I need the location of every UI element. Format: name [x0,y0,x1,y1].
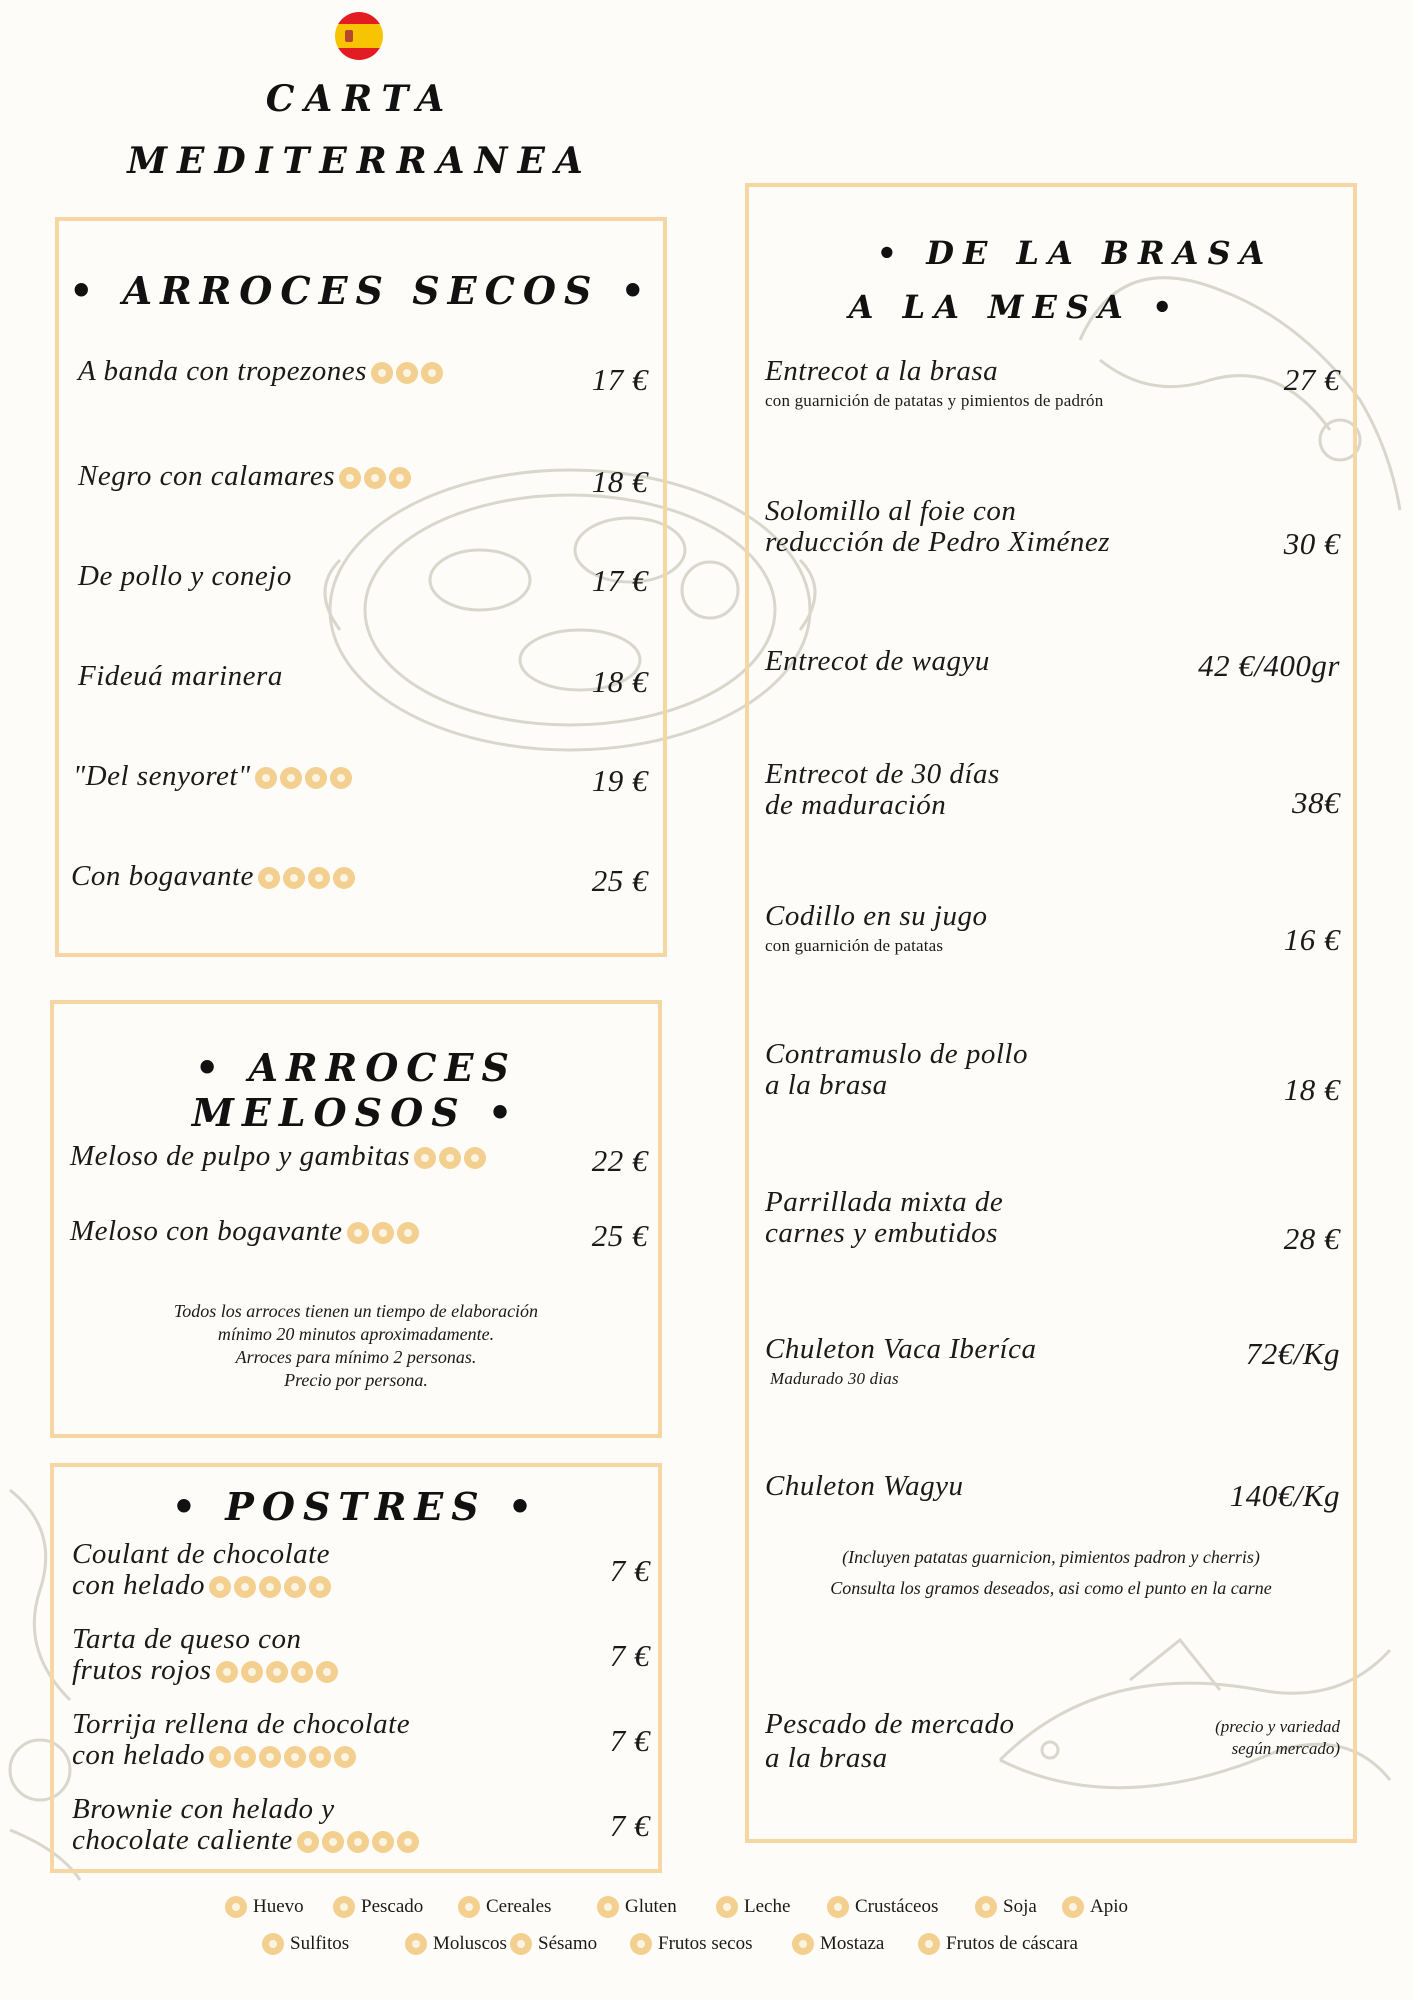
meloso-item-name: Meloso de pulpo y gambitas [70,1140,486,1172]
allergen-icons [414,1147,486,1169]
allergen-icon [258,867,280,889]
legend-label: Frutos de cáscara [946,1933,1078,1954]
grill-item-line1: Parrillada mixta de [765,1186,1004,1218]
dessert-name-line2: chocolate caliente [72,1824,419,1856]
legend-item [827,1896,938,1918]
allergen-icon [347,1831,369,1853]
meloso-item-price: 25 € [591,1218,648,1253]
allergen-icons [371,362,443,384]
grill-item-line2: a la brasa [765,1069,888,1101]
allergen-icon [305,767,327,789]
allergen-icon [458,1896,480,1918]
grill-item-price: 42 €/400gr [1198,648,1340,683]
allergen-icons [347,1222,419,1244]
dessert-name-line2: con helado [72,1569,331,1601]
rice-item-name: Negro con calamares [78,460,411,492]
rice-item-name: "Del senyoret" [73,760,352,792]
allergen-icon [372,1831,394,1853]
brasa-title-line2: A LA MESA • [848,288,1182,326]
allergen-icon [421,362,443,384]
brasa-note-line2: Consulta los gramos deseados, asi como el punto en la carne [830,1578,1272,1598]
meloso-item-price: 22 € [591,1143,648,1178]
grill-item-line1: Solomillo al foie con [765,495,1017,527]
grill-item-line1: Entrecot de wagyu [765,645,990,677]
allergen-icon [439,1147,461,1169]
grill-item-price: 140€/Kg [1229,1478,1340,1513]
arroces-note: Todos los arroces tienen un tiempo de elaboración mínimo 20 minutos aproximadamente. Arroces para mínimo 2 personas. Precio por persona. [173,1301,539,1390]
dessert-price: 7 € [609,1553,650,1588]
legend-label: Crustáceos [855,1896,939,1917]
legend-label: Pescado [361,1896,424,1917]
dessert-name-line2: con helado [72,1739,356,1771]
legend-item [225,1896,304,1918]
allergen-icon [333,867,355,889]
legend-label: Sésamo [538,1933,598,1954]
legend-label: Gluten [625,1896,677,1917]
arroces-secos-title: • ARROCES SECOS • [69,268,653,313]
page-title-line1: CARTA [265,78,455,120]
legend-item [918,1933,1078,1955]
allergen-icon [262,1933,284,1955]
allergen-icons [216,1661,338,1683]
legend-label: Moluscos [433,1933,507,1954]
dessert-name-line1: Brownie con helado y [72,1793,335,1825]
allergen-icon [280,767,302,789]
allergen-icon [209,1576,231,1598]
allergen-icon [266,1661,288,1683]
allergen-icon [397,1222,419,1244]
arroces-melosos-title: • ARROCES MELOSOS • [191,1045,521,1135]
pescado-line1: Pescado de mercado [765,1708,1015,1740]
grill-item-line1: Chuleton Vaca Iberíca [765,1333,1037,1365]
grill-item-line1: Entrecot de 30 días [765,758,1000,790]
grill-item-price: 30 € [1283,526,1340,561]
legend-item [405,1933,507,1955]
legend-item [597,1896,677,1918]
rice-item-price: 17 € [591,362,648,397]
legend-item [792,1933,884,1955]
legend-item [262,1933,349,1955]
allergen-icon [234,1576,256,1598]
allergen-icon [234,1746,256,1768]
postres-title: • POSTRES • [171,1484,541,1529]
legend-label: Leche [744,1896,791,1917]
allergen-icon [284,1576,306,1598]
dessert-name-line1: Coulant de chocolate [72,1538,331,1570]
allergen-icon [792,1933,814,1955]
allergen-icon [255,767,277,789]
grill-item-subtitle: Madurado 30 dias [770,1369,899,1388]
grill-item-price: 72€/Kg [1245,1336,1340,1371]
legend-label: Soja [1003,1896,1037,1917]
allergen-icons [297,1831,419,1853]
allergen-icon [333,1896,355,1918]
dessert-price: 7 € [609,1638,650,1673]
allergen-icon [283,867,305,889]
allergen-icon [510,1933,532,1955]
legend-item [975,1896,1037,1918]
allergen-icon [464,1147,486,1169]
allergen-icon [316,1661,338,1683]
allergen-icon [308,867,330,889]
allergen-icon [309,1746,331,1768]
allergen-icon [334,1746,356,1768]
grill-item-line2: reducción de Pedro Ximénez [765,526,1111,558]
rice-item-name: Con bogavante [71,860,355,892]
rice-item-price: 25 € [591,863,648,898]
allergen-icon [309,1576,331,1598]
grill-item-price: 38€ [1292,785,1340,820]
meloso-item-name: Meloso con bogavante [70,1215,419,1247]
allergen-icon [405,1933,427,1955]
allergen-icons [209,1746,356,1768]
allergen-icon [975,1896,997,1918]
legend-label: Mostaza [820,1933,885,1954]
pescado-line2: a la brasa [765,1742,888,1774]
grill-item-line1: Chuleton Wagyu [765,1470,964,1502]
rice-item-name: De pollo y conejo [78,560,292,592]
page-title-line2: MEDITERRANEA [127,140,593,182]
grill-item-line2: de maduración [765,789,947,821]
grill-item-line1: Contramuslo de pollo [765,1038,1028,1070]
grill-item-line1: Entrecot a la brasa [765,355,999,387]
rice-item-name: A banda con tropezones [78,355,443,387]
allergen-icon [630,1933,652,1955]
grill-item-subtitle: con guarnición de patatas y pimientos de padrón [765,391,1104,410]
allergen-icon [259,1746,281,1768]
rice-item-price: 19 € [591,763,648,798]
allergen-icons [255,767,352,789]
dessert-price: 7 € [609,1808,650,1843]
allergen-icon [216,1661,238,1683]
allergen-icon [397,1831,419,1853]
grill-item-price: 27 € [1283,362,1340,397]
allergen-icon [396,362,418,384]
grill-item-line1: Codillo en su jugo [765,900,988,932]
brasa-note-line1: (Incluyen patatas guarnicion, pimientos padron y cherris) [842,1547,1260,1567]
rice-item-price: 17 € [591,563,648,598]
allergen-icon [1062,1896,1084,1918]
allergen-icon [330,767,352,789]
allergen-icons [339,467,411,489]
allergen-icon [297,1831,319,1853]
legend-label: Frutos secos [658,1933,753,1954]
allergen-icon [372,1222,394,1244]
allergen-icon [225,1896,247,1918]
legend-label: Cereales [486,1896,552,1917]
grill-item-subtitle: con guarnición de patatas [765,936,944,955]
spain-flag-icon [335,12,383,60]
allergen-icon [371,362,393,384]
allergen-icon [259,1576,281,1598]
dessert-name-line1: Torrija rellena de chocolate [72,1708,411,1740]
pescado-note: (precio y variedad según mercado) [1215,1717,1340,1758]
allergen-icon [347,1222,369,1244]
dessert-price: 7 € [609,1723,650,1758]
legend-item [458,1896,551,1918]
allergen-icons [209,1576,331,1598]
grill-item-line2: carnes y embutidos [765,1217,998,1249]
allergen-icon [241,1661,263,1683]
dessert-name-line1: Tarta de queso con [72,1623,302,1655]
rice-item-price: 18 € [591,664,648,699]
grill-item-price: 16 € [1283,922,1340,957]
rice-item-name: Fideuá marinera [78,660,283,692]
grill-item-price: 18 € [1283,1072,1340,1107]
legend-label: Apio [1090,1896,1128,1917]
allergen-icon [291,1661,313,1683]
allergen-icon [597,1896,619,1918]
rice-item-price: 18 € [591,464,648,499]
grill-item-price: 28 € [1283,1221,1340,1256]
legend-label: Huevo [253,1896,304,1917]
allergen-icons [258,867,355,889]
allergen-icon [339,467,361,489]
allergen-icon [827,1896,849,1918]
legend-item [333,1896,423,1918]
legend-item [510,1933,597,1955]
allergen-icon [364,467,386,489]
allergen-icon [918,1933,940,1955]
allergen-icon [414,1147,436,1169]
legend-item [630,1933,752,1955]
legend-label: Sulfitos [290,1933,350,1954]
allergen-icon [284,1746,306,1768]
dessert-name-line2: frutos rojos [72,1654,338,1686]
allergen-icon [322,1831,344,1853]
allergen-icon [716,1896,738,1918]
allergen-icon [209,1746,231,1768]
allergen-icon [389,467,411,489]
brasa-title-line1: • DE LA BRASA [876,234,1274,272]
legend-item [716,1896,790,1918]
legend-item [1062,1896,1128,1918]
